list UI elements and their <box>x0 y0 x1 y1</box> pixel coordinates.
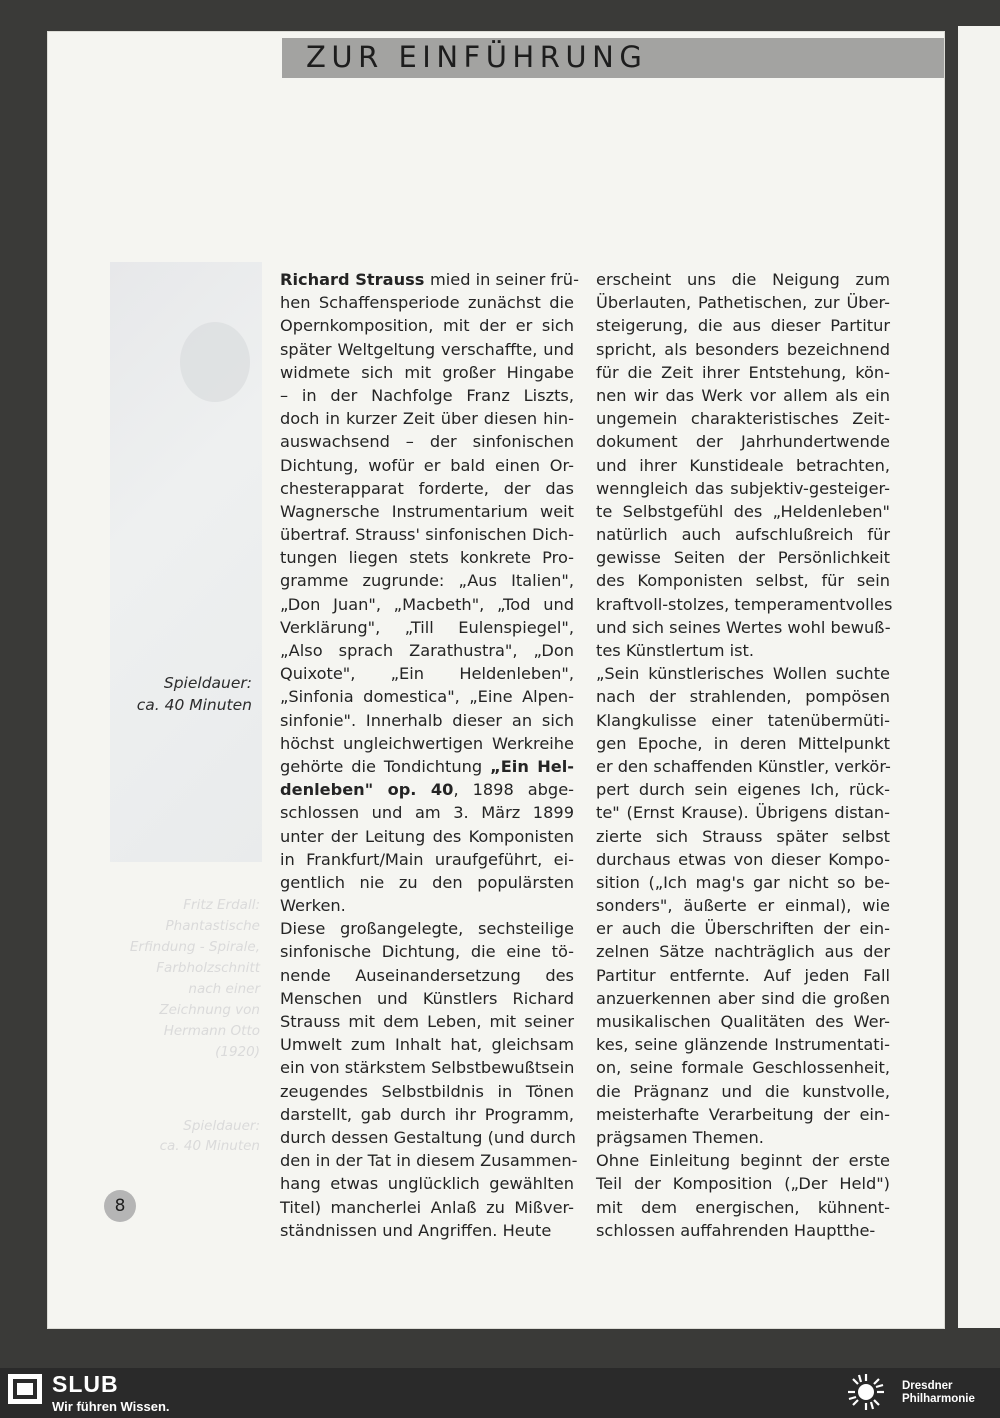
text-line: Quixote", „Ein Heldenleben", <box>280 664 574 684</box>
text-line: „Sinfonia domestica", „Eine Alpen- <box>280 687 574 707</box>
text-line: sinfonie". Innerhalb dieser an sich <box>280 710 574 730</box>
text-line: zierte sich Strauss später selbst <box>596 826 890 846</box>
text-line: für die Zeit ihrer Entstehung, kön- <box>596 362 890 382</box>
text-column-left <box>280 268 579 1242</box>
text-line: Titel) mancherlei Anlaß zu Mißver- <box>280 1197 574 1217</box>
text-line: übertraf. Strauss' sinfonischen Dich- <box>280 525 574 545</box>
text-line: Verklärung", „Till Eulenspiegel", <box>280 617 574 637</box>
text-line: kes, seine glänzende Instrumentati- <box>596 1035 890 1055</box>
adjacent-page-edge <box>958 26 1000 1328</box>
text-line: Partitur entfernte. Auf jeden Fall <box>596 965 890 985</box>
text-line: Dichtung, wofür er bald einen Or- <box>280 455 574 475</box>
text-line: gramme zugrunde: „Aus Italien", <box>280 571 574 591</box>
caption-line: (1920) <box>215 1044 260 1060</box>
text-line: durchaus etwas von dieser Kompo- <box>596 849 890 869</box>
text-line: Umwelt zum Inhalt hat, gleichsam <box>280 1035 574 1055</box>
text-fragment: gehörte die Tondichtung <box>280 756 491 776</box>
text-line <box>280 778 574 801</box>
text-line: Strauss mit dem Leben, mit seiner <box>280 1012 574 1031</box>
text-line: und sich seines Wertes wohl bewuß- <box>596 617 891 637</box>
text-line: chesterapparat forderte, der das <box>280 478 574 498</box>
text-line: ständnissen und Angriffen. Heute <box>280 1220 552 1240</box>
text-line: „Don Juan", „Macbeth", „Tod und <box>280 594 574 614</box>
text-line: dokument der Jahrhundertwende <box>596 432 890 452</box>
partner-name-line: Dresdner <box>902 1380 953 1392</box>
text-line: on, seine formale Geschlossenheit, <box>596 1058 890 1078</box>
faded-duration-note <box>120 1116 260 1156</box>
text-line: schlossen und am 3. März 1899 <box>280 803 574 823</box>
text-line: te Selbstgefühl des „Heldenleben" <box>596 501 890 521</box>
text-line: mit dem energischen, kühnent- <box>596 1197 890 1217</box>
text-line: Opernkomposition, mit der er sich <box>280 316 574 336</box>
text-line <box>280 755 574 778</box>
bold-text: Richard Strauss <box>280 270 430 289</box>
text-line: später Weltgeltung verschaffte, und <box>280 339 574 359</box>
philharmonie-name[interactable] <box>902 1380 975 1406</box>
text-line: sonders", äußerte er einmal), wie <box>596 896 890 916</box>
text-line: nach der strahlenden, pompösen <box>596 687 890 707</box>
bold-text: „Ein Hel- <box>490 756 574 776</box>
text-line: Wagnersche Instrumentarium weit <box>280 501 574 521</box>
text-line: Werken. <box>280 896 346 916</box>
caption-line: Hermann Otto <box>163 1023 260 1039</box>
text-line: Diese großangelegte, sechsteilige <box>280 919 574 939</box>
text-line: gentlich nie zu den populärsten <box>280 872 574 892</box>
text-line: er auch die Überschriften der ein- <box>596 919 890 939</box>
text-fragment: mied in seiner frü- <box>430 270 579 289</box>
text-line: steigerung, die aus dieser Partitur <box>596 316 890 336</box>
text-line: sinfonische Dichtung, die eine tö- <box>280 942 574 962</box>
text-line: – in der Nachfolge Franz Liszts, <box>280 385 574 405</box>
text-line: erscheint uns die Neigung zum <box>596 270 890 289</box>
text-line: nen wir das Werk vor allem als ein <box>596 385 890 405</box>
text-line: musikalischen Qualitäten des Wer- <box>596 1012 890 1031</box>
text-line: kraftvoll-stolzes, temperamentvolles <box>596 594 893 614</box>
text-line: ungemein charakteristisches Zeit- <box>596 409 890 429</box>
caption-line: nach einer <box>188 981 260 997</box>
text-line: gewisse Seiten der Persönlichkeit <box>596 548 890 568</box>
text-line: tes Künstlertum ist. <box>596 641 755 660</box>
duration-value: ca. 40 Minuten <box>136 696 252 714</box>
text-fragment: , 1898 abge- <box>453 780 575 800</box>
text-line: wenngleich das subjektiv-gesteiger- <box>596 478 890 498</box>
text-line: er den schaffenden Künstler, verkör- <box>596 756 891 776</box>
slub-slogan: Wir führen Wissen. <box>52 1399 170 1414</box>
text-line: meisterhafte Verarbeitung der ein- <box>596 1104 890 1124</box>
text-line: „Also sprach Zarathustra", „Don <box>280 641 574 660</box>
text-line: anzuerkennen aber sind die großen <box>596 988 890 1008</box>
text-line: den in der Tat in diesem Zusammen- <box>280 1151 578 1171</box>
text-line: spricht, als besonders bezeichnend <box>596 339 890 359</box>
text-line: schlossen auffahrenden Hauptthe- <box>596 1220 876 1240</box>
slub-name[interactable]: SLUB <box>52 1371 119 1397</box>
text-line: hang etwas unglücklich gewählten <box>280 1174 574 1194</box>
text-line: widmete sich mit großer Hingabe <box>280 362 574 382</box>
slub-logo-icon[interactable] <box>8 1374 42 1404</box>
text-line: gen Epoche, in deren Mittelpunkt <box>596 733 890 753</box>
text-line: pert durch sein eigenes Ich, rück- <box>596 780 890 800</box>
text-line: natürlich auch aufschlußreich für <box>596 525 890 545</box>
text-line: ein von stärkstem Selbstbewußtsein <box>280 1058 575 1078</box>
text-line: darstellt, gab durch ihr Programm, <box>280 1104 574 1124</box>
caption-line: Zeichnung von <box>159 1002 260 1018</box>
text-line: te" (Ernst Krause). Übrigens distan- <box>596 803 890 823</box>
text-line: Klangkulisse einer tatenübermüti- <box>596 710 890 730</box>
text-line: Ohne Einleitung beginnt der erste <box>596 1151 890 1171</box>
text-line: sition („Ich mag's gar nicht so be- <box>596 872 890 892</box>
text-line: des Komponisten selbst, für sein <box>596 571 890 591</box>
text-line: hen Schaffensperiode zunächst die <box>280 293 574 313</box>
text-line: tungen liegen stets konkrete Pro- <box>280 548 574 568</box>
section-title: ZUR EINFÜHRUNG <box>306 40 648 74</box>
text-line <box>280 268 579 291</box>
faded-duration-value: ca. 40 Minuten <box>159 1138 260 1154</box>
caption-line: Phantastische <box>165 918 260 934</box>
text-line: durch dessen Gestaltung (und durch <box>280 1127 576 1147</box>
text-line: auswachsend – der sinfonischen <box>280 432 574 452</box>
text-line: „Sein künstlerisches Wollen suchte <box>596 664 890 684</box>
text-line: zeugendes Selbstbildnis in Tönen <box>280 1081 574 1101</box>
caption-line: Fritz Erdall: <box>183 897 260 913</box>
text-column-right <box>596 268 893 1242</box>
duration-label: Spieldauer: <box>163 674 252 692</box>
text-line: doch in kurzer Zeit über diesen hin- <box>280 409 574 429</box>
caption-line: Erfindung - Spirale, <box>129 939 260 955</box>
caption-line: Farbholzschnitt <box>156 960 260 976</box>
text-line: und ihrer Kunstideale betrachten, <box>596 455 890 475</box>
page-number-badge: 8 <box>104 1190 136 1222</box>
text-line: in Frankfurt/Main uraufgeführt, ei- <box>280 849 574 869</box>
text-line: unter der Leitung des Komponisten <box>280 826 574 846</box>
duration-note <box>100 672 252 716</box>
illustration-shape <box>180 322 250 402</box>
text-line: prägsamen Themen. <box>596 1127 764 1147</box>
faded-duration-label: Spieldauer: <box>183 1118 260 1134</box>
text-line: Teil der Komposition („Der Held") <box>596 1174 890 1194</box>
partner-name-line: Philharmonie <box>902 1393 975 1405</box>
faded-illustration-caption <box>120 895 260 1063</box>
philharmonie-logo-icon[interactable] <box>846 1372 886 1412</box>
text-line: Überlauten, Pathetischen, zur Über- <box>596 293 890 313</box>
text-line: die Prägnanz und die kunstvolle, <box>596 1081 890 1101</box>
text-line: höchst ungleichwertigen Werkreihe <box>280 733 574 753</box>
text-line: Menschen und Künstlers Richard <box>280 988 574 1008</box>
faded-illustration <box>110 262 262 862</box>
text-line: nende Auseinandersetzung des <box>280 965 574 985</box>
bold-text: denleben" op. 40 <box>280 780 454 800</box>
text-line: zelnen Sätze nachträglich aus der <box>596 942 890 962</box>
